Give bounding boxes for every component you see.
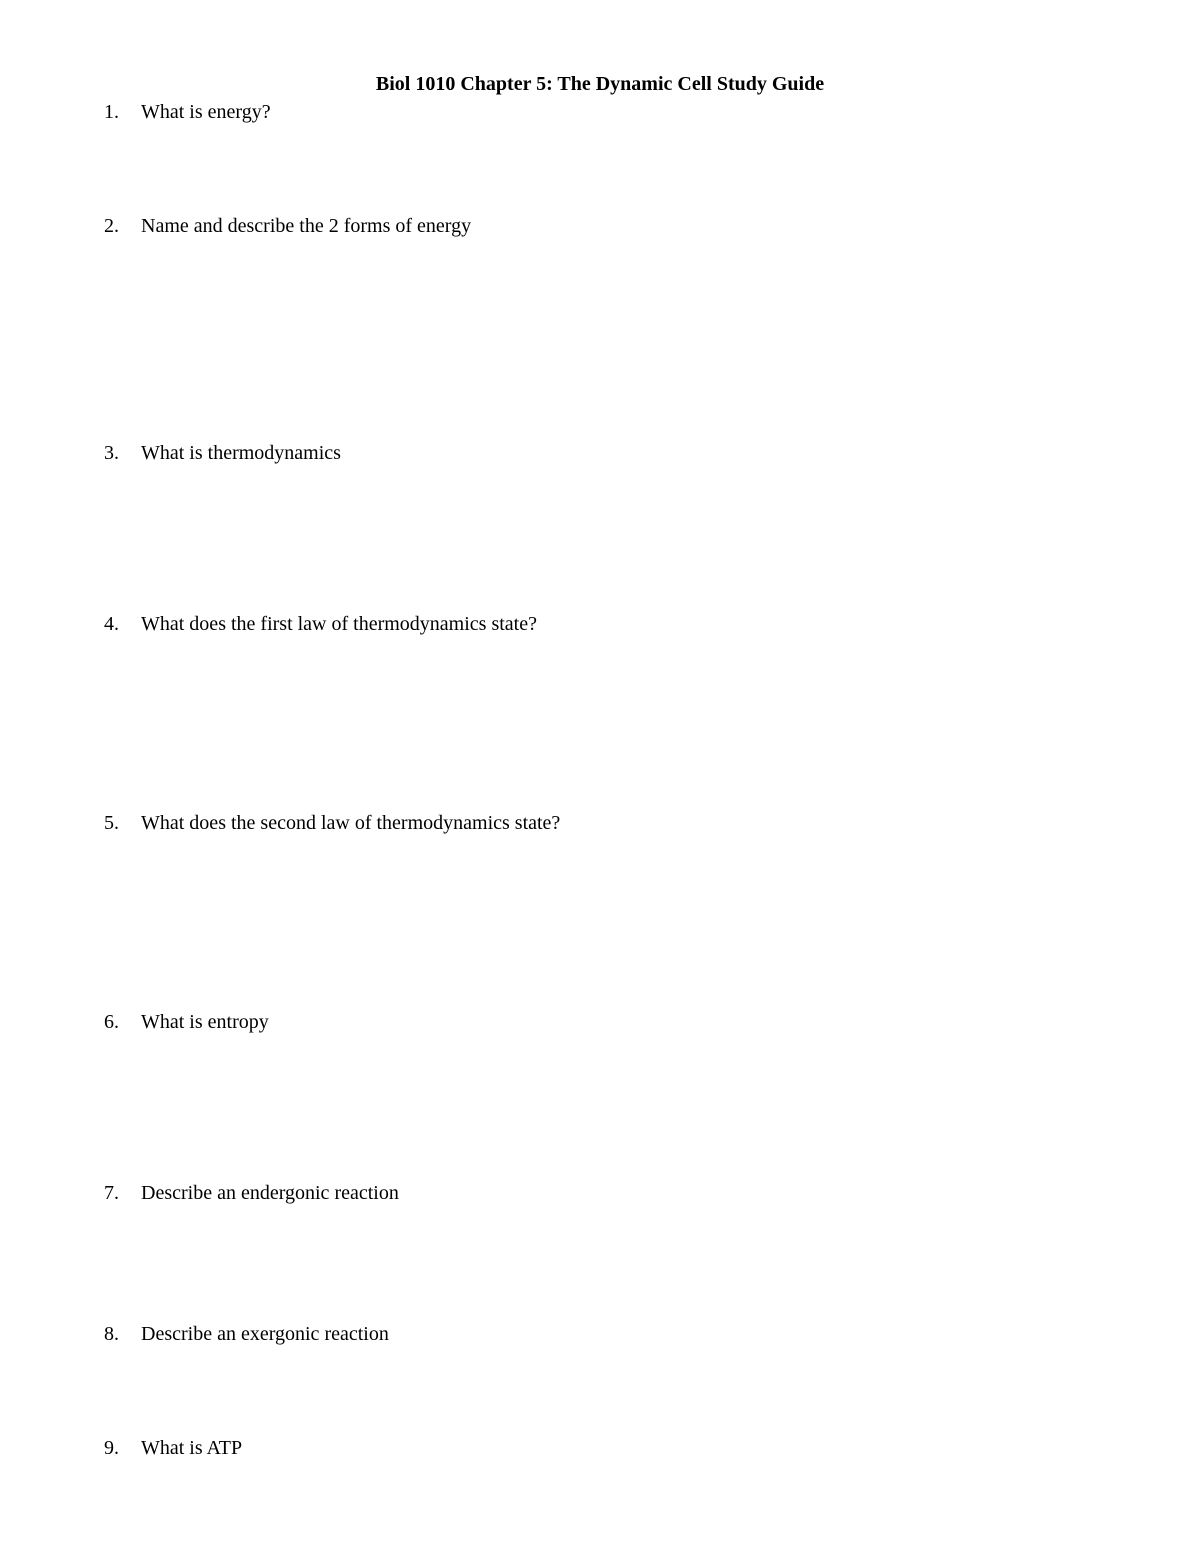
question-item bbox=[0, 439, 1200, 467]
question-text: What is energy? bbox=[141, 101, 271, 123]
question-number: 1. bbox=[104, 101, 119, 123]
question-text: What does the second law of thermodynamics state? bbox=[141, 812, 561, 834]
question-item bbox=[0, 809, 1200, 837]
question-item bbox=[0, 1434, 1200, 1462]
question-text: Describe an exergonic reaction bbox=[141, 1323, 389, 1345]
question-item bbox=[0, 1179, 1200, 1207]
question-number: 3. bbox=[104, 442, 119, 464]
question-item bbox=[0, 212, 1200, 240]
question-item bbox=[0, 1320, 1200, 1348]
question-item bbox=[0, 610, 1200, 638]
page-title: Biol 1010 Chapter 5: The Dynamic Cell Study Guide bbox=[375, 73, 825, 95]
question-number: 6. bbox=[104, 1011, 119, 1033]
question-number: 8. bbox=[104, 1323, 119, 1345]
question-text: What is ATP bbox=[141, 1437, 243, 1459]
question-number: 7. bbox=[104, 1182, 119, 1204]
question-item bbox=[0, 98, 1200, 126]
question-number: 2. bbox=[104, 215, 119, 237]
question-text: What does the first law of thermodynamics state? bbox=[141, 613, 537, 635]
question-item bbox=[0, 1008, 1200, 1036]
question-number: 9. bbox=[104, 1437, 119, 1459]
question-text: Name and describe the 2 forms of energy bbox=[141, 215, 472, 237]
question-number: 4. bbox=[104, 613, 119, 635]
question-number: 5. bbox=[104, 812, 119, 834]
question-text: Describe an endergonic reaction bbox=[141, 1182, 399, 1204]
question-text: What is thermodynamics bbox=[141, 442, 341, 464]
question-text: What is entropy bbox=[141, 1011, 269, 1033]
